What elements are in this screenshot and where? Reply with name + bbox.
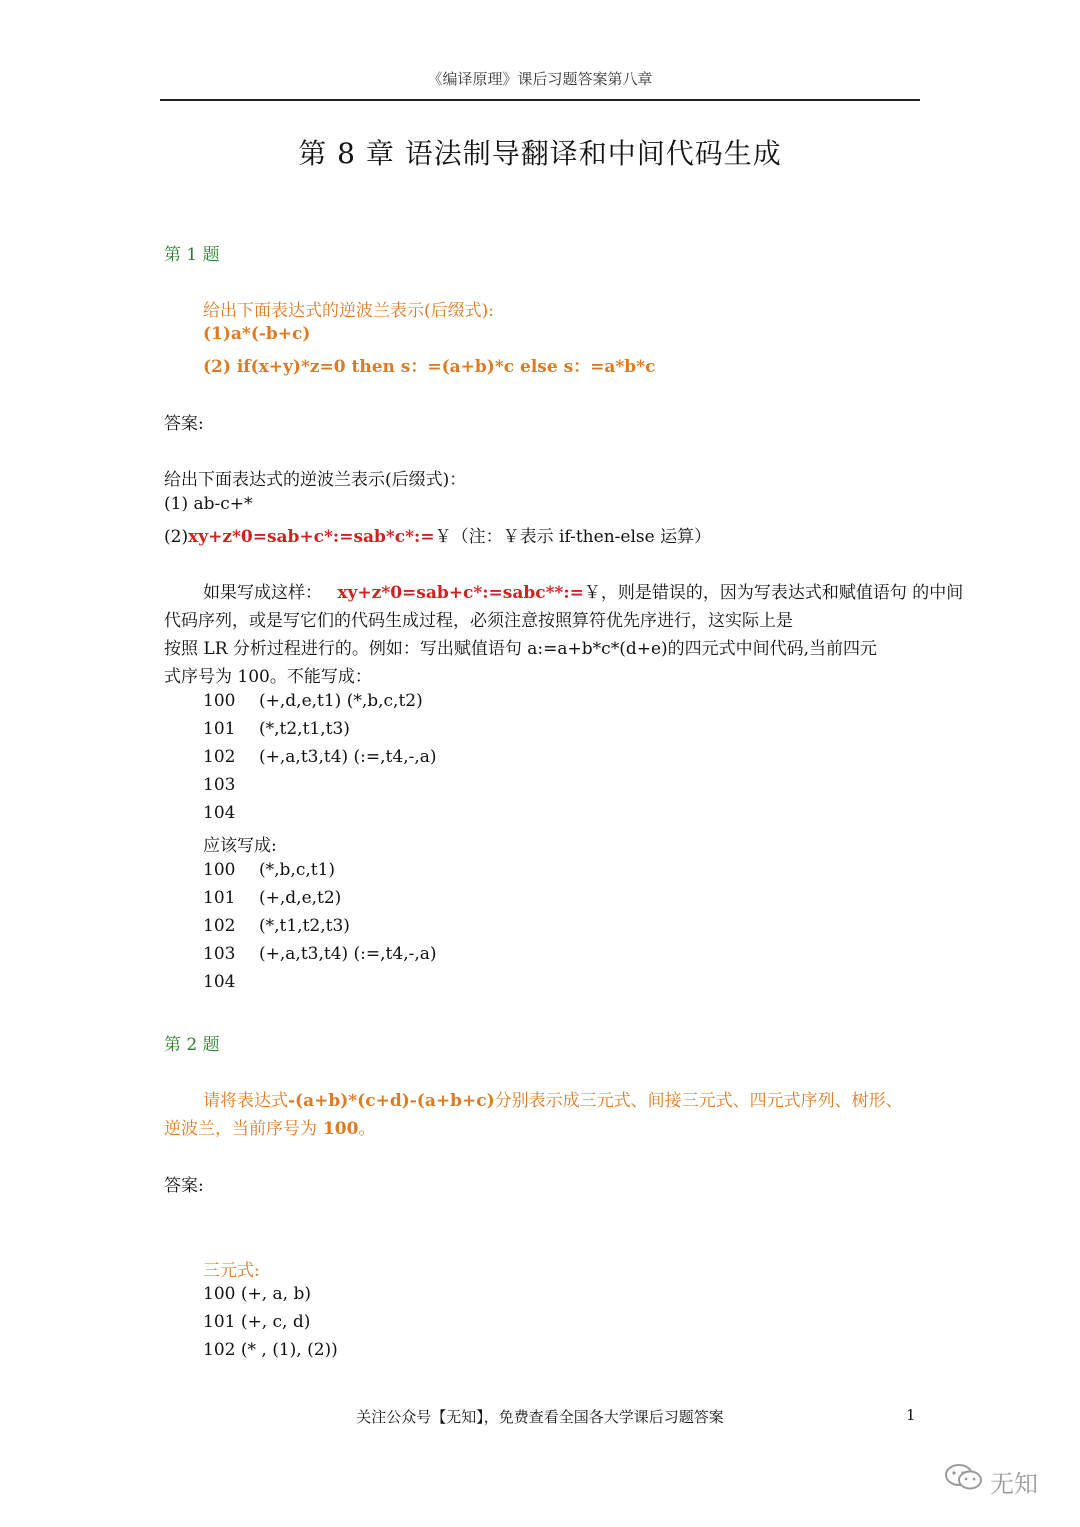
wechat-icon: [944, 1462, 984, 1498]
q1-paragraph-rest: ￥，则是错误的，因为写表达式和赋值语句 的中间: [583, 583, 964, 603]
page-footer: 关注公众号【无知】，免费查看全国各大学课后习题答案: [356, 1408, 724, 1426]
q2-answer-label: 答案:: [164, 1176, 204, 1196]
chapter-title: 第 8 章 语法制导翻译和中间代码生成: [298, 137, 782, 170]
triple-row: 102 (* , (1), (2)): [203, 1340, 338, 1360]
q1-paragraph-wrong-expression: xy+z*0=sab+c*:=sabc**:=: [337, 583, 584, 603]
q1-paragraph-line2: 代码序列，或是写它们的代码生成过程，必须注意按照算符优先序进行，这实际上是: [164, 611, 793, 631]
watermark: [944, 1462, 1038, 1499]
q2-prompt-line2: 逆波兰，当前序号为 100。: [164, 1119, 376, 1139]
page-number: 1: [906, 1406, 916, 1424]
triple-row: 101 (+, c, d): [203, 1312, 311, 1332]
q1-answer-intro: 给出下面表达式的逆波兰表示(后缀式)：: [164, 470, 467, 490]
triple-row: 100 (+, a, b): [203, 1284, 311, 1304]
q1-prompt: 给出下面表达式的逆波兰表示(后缀式):: [203, 301, 494, 321]
q1-heading: 第 1 题: [164, 245, 220, 265]
should-write-label: 应该写成:: [203, 836, 277, 856]
q1-answer-2: [164, 522, 711, 547]
q1-answer-2-expression: xy+z*0=sab+c*:=sab*c*:=: [188, 527, 435, 547]
q1-answer-1: (1) ab-c+*: [164, 494, 253, 514]
q1-answer-2-note: ￥（注：￥表示 if-then-else 运算）: [434, 527, 712, 547]
q2-prompt-line1: 请将表达式-(a+b)*(c+d)-(a+b+c)分别表示成三元式、间接三元式、四元式序列、树形、: [203, 1091, 903, 1111]
q1-answer-label: 答案:: [164, 414, 204, 434]
q2-heading: 第 2 题: [164, 1035, 220, 1055]
q2-expression: -(a+b)*(c+d)-(a+b+c): [288, 1091, 495, 1111]
q1-paragraph-lead: 如果写成这样：: [203, 583, 322, 603]
q1-paragraph-line4: 式序号为 100。不能写成：: [164, 667, 372, 687]
q1-item1: (1)a*(-b+c): [203, 324, 311, 344]
q1-answer-2-prefix: (2): [164, 527, 189, 547]
header-rule: [160, 99, 920, 101]
watermark-text: 无知: [990, 1470, 1038, 1498]
q1-paragraph-line1: [203, 578, 963, 603]
q2-triples-label: 三元式:: [203, 1261, 260, 1281]
q1-item2: (2) if(x+y)*z=0 then s：=(a+b)*c else s：=a*b*c: [203, 357, 656, 377]
q1-paragraph-line3: 按照 LR 分析过程进行的。例如：写出赋值语句 a:=a+b*c*(d+e)的四元式中间代码,当前四元: [164, 639, 878, 659]
running-header: 《编译原理》课后习题答案第八章: [427, 70, 653, 88]
